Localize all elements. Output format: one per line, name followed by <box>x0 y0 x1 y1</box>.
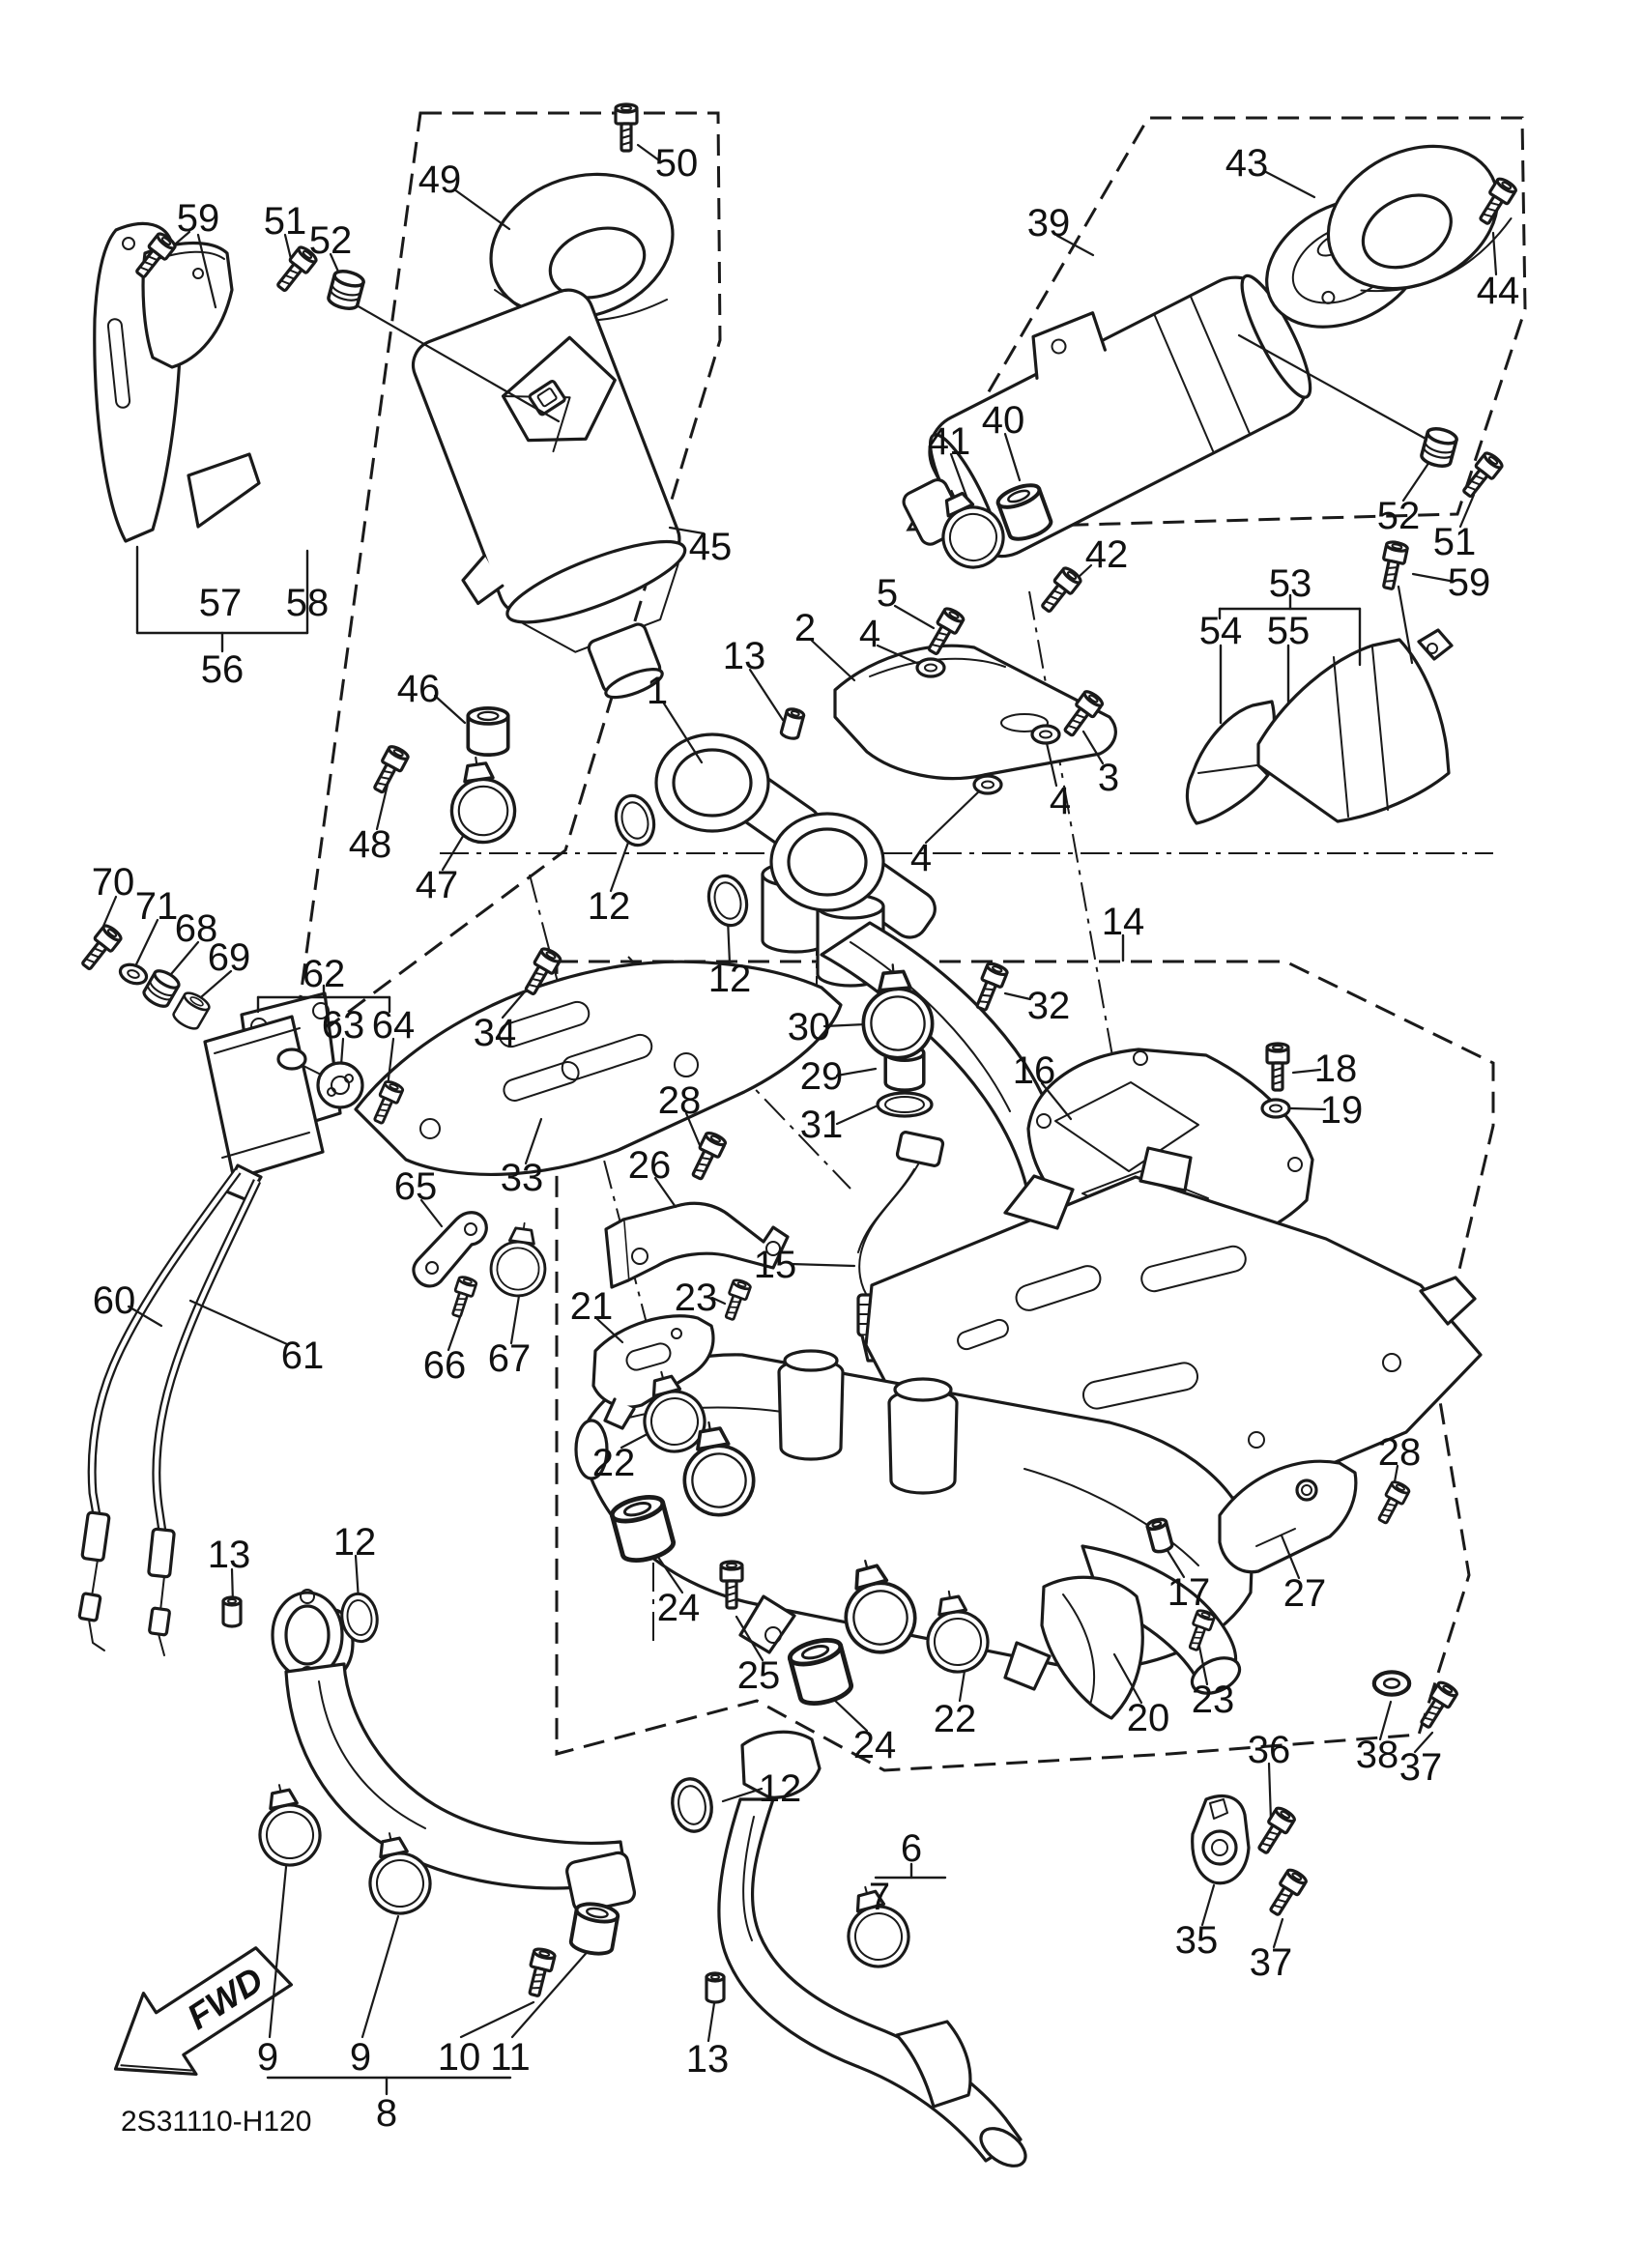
part-label-4: 4 <box>1049 780 1072 822</box>
part-label-39: 39 <box>1026 202 1071 244</box>
part-label-49: 49 <box>418 158 462 201</box>
part-label-22: 22 <box>933 1698 977 1740</box>
bolt-icon <box>1037 566 1082 616</box>
leader-line-45 <box>1413 574 1450 581</box>
collar-icon <box>468 708 507 755</box>
grom-icon <box>327 269 364 311</box>
part-label-44: 44 <box>1476 270 1520 312</box>
part-label-51: 51 <box>1432 521 1477 563</box>
part-label-23: 23 <box>1191 1679 1235 1721</box>
part-label-20: 20 <box>1126 1697 1170 1739</box>
stud-icon <box>706 1973 724 2002</box>
leader-line-22 <box>511 1296 519 1343</box>
part-label-4: 4 <box>909 837 933 879</box>
part-label-71: 71 <box>134 885 179 928</box>
heat-protector-2 <box>835 646 1115 778</box>
washer-icon <box>917 659 944 676</box>
part-label-62: 62 <box>302 953 346 995</box>
part-label-53: 53 <box>1268 562 1312 605</box>
clamp-icon <box>250 1779 326 1871</box>
part-label-25: 25 <box>736 1654 781 1697</box>
leader-line-74 <box>708 2003 714 2041</box>
leader-line-68 <box>270 1867 286 2037</box>
washer-icon <box>1374 1672 1409 1694</box>
part-label-15: 15 <box>753 1244 797 1286</box>
leader-line-38 <box>791 1264 854 1266</box>
part-label-7: 7 <box>868 1876 891 1918</box>
bolt-icon <box>77 924 123 973</box>
part-label-63: 63 <box>321 1004 365 1047</box>
part-label-4: 4 <box>858 613 881 655</box>
part-label-24: 24 <box>852 1724 897 1766</box>
part-label-36: 36 <box>1247 1729 1291 1771</box>
stud-icon <box>780 707 804 740</box>
clamp-icon <box>445 753 519 846</box>
leader-line-30 <box>895 606 934 628</box>
part-label-41: 41 <box>927 420 971 463</box>
part-label-9: 9 <box>256 2036 279 2079</box>
bolt-icon <box>447 1276 476 1319</box>
fwd-label: FWD <box>180 1959 271 2038</box>
part-label-28: 28 <box>657 1079 702 1122</box>
part-label-24: 24 <box>656 1587 701 1629</box>
part-label-66: 66 <box>422 1344 467 1387</box>
exup-cables-60-61 <box>79 1171 257 1655</box>
leader-line-19 <box>190 1301 287 1344</box>
ring-icon <box>611 791 659 849</box>
part-label-52: 52 <box>1376 495 1421 537</box>
bolt-icon <box>1374 1480 1411 1526</box>
part-label-48: 48 <box>348 823 392 866</box>
exhaust-pipe-2-front <box>273 1590 636 1913</box>
clamp-icon <box>487 1220 551 1300</box>
part-label-14: 14 <box>1101 901 1145 943</box>
ring-icon <box>704 872 752 930</box>
pulley-icon <box>318 1063 362 1107</box>
part-label-19: 19 <box>1319 1089 1364 1132</box>
part-label-59: 59 <box>176 197 220 240</box>
bolt-icon <box>1265 1868 1308 1918</box>
part-label-33: 33 <box>500 1157 544 1199</box>
part-label-12: 12 <box>332 1521 377 1564</box>
part-label-47: 47 <box>415 864 459 906</box>
part-label-57: 57 <box>198 582 243 624</box>
part-label-65: 65 <box>393 1165 438 1208</box>
part-label-38: 38 <box>1355 1734 1399 1776</box>
leader-line-25 <box>611 840 629 891</box>
leader-line-69 <box>362 1916 398 2037</box>
drawing-number: 2S31110-H120 <box>121 2106 312 2138</box>
part-label-28: 28 <box>1377 1431 1422 1474</box>
part-label-70: 70 <box>91 861 135 904</box>
bolt-icon <box>971 962 1008 1013</box>
stud-icon <box>223 1597 241 1626</box>
part-label-68: 68 <box>174 907 218 950</box>
part-label-6: 6 <box>900 1827 923 1870</box>
ring-icon <box>669 1776 716 1835</box>
part-label-1: 1 <box>646 670 669 712</box>
part-label-52: 52 <box>308 219 353 262</box>
part-label-59: 59 <box>1447 561 1491 604</box>
bolt-icon <box>1416 1680 1458 1731</box>
part-label-16: 16 <box>1012 1049 1056 1092</box>
part-label-37: 37 <box>1398 1746 1443 1789</box>
bolt-icon <box>1377 540 1407 590</box>
part-label-18: 18 <box>1313 1048 1358 1090</box>
leader-line-70 <box>461 2002 533 2037</box>
bolt-icon <box>616 104 637 151</box>
part-label-12: 12 <box>587 885 631 928</box>
part-label-60: 60 <box>92 1279 136 1322</box>
part-label-10: 10 <box>437 2036 481 2079</box>
part-label-23: 23 <box>674 1277 718 1319</box>
part-label-58: 58 <box>285 582 330 624</box>
part-label-46: 46 <box>396 668 441 710</box>
leader-line-52 <box>1493 233 1496 274</box>
collar-icon <box>788 1636 853 1708</box>
part-label-51: 51 <box>263 200 307 243</box>
part-label-55: 55 <box>1266 610 1311 652</box>
part-label-40: 40 <box>981 399 1025 442</box>
bolt-icon <box>1458 451 1504 501</box>
part-label-69: 69 <box>207 936 251 979</box>
part-label-61: 61 <box>280 1335 325 1377</box>
part-label-21: 21 <box>569 1285 614 1328</box>
part-label-45: 45 <box>688 526 733 568</box>
part-label-29: 29 <box>799 1055 844 1098</box>
heat-protector-33 <box>356 962 841 1174</box>
bolt-icon <box>687 1131 727 1182</box>
bolt-icon <box>1267 1044 1288 1090</box>
part-label-2: 2 <box>793 607 817 649</box>
part-label-13: 13 <box>685 2038 730 2081</box>
collar-icon <box>569 1901 619 1956</box>
left-heat-shield-covers <box>95 223 259 541</box>
part-label-26: 26 <box>627 1144 672 1187</box>
part-label-56: 56 <box>200 648 245 691</box>
leader-line-51 <box>1264 171 1314 197</box>
bolt-icon <box>369 744 410 795</box>
washer-icon <box>118 962 149 987</box>
ringh-icon <box>878 1093 932 1116</box>
part-label-3: 3 <box>1097 757 1120 799</box>
part-label-42: 42 <box>1084 533 1129 576</box>
part-label-13: 13 <box>207 1534 251 1576</box>
part-label-12: 12 <box>707 958 752 1000</box>
part-label-5: 5 <box>876 572 899 615</box>
part-label-11: 11 <box>490 2036 531 2079</box>
part-label-54: 54 <box>1198 610 1243 652</box>
part-label-17: 17 <box>1167 1571 1211 1614</box>
washer-icon <box>974 776 1001 793</box>
collar-icon <box>171 990 212 1031</box>
part-label-9: 9 <box>349 2036 372 2079</box>
grom-icon <box>1420 426 1457 469</box>
part-label-8: 8 <box>375 2092 398 2135</box>
part-label-12: 12 <box>758 1767 802 1810</box>
bolt-icon <box>1254 1806 1296 1856</box>
bolt-icon <box>524 1947 556 1997</box>
leader-line-6 <box>454 189 509 229</box>
bolt-icon <box>721 1278 752 1322</box>
exup-lever-65 <box>414 1213 486 1286</box>
part-label-64: 64 <box>371 1004 416 1047</box>
hanger-bracket-35 <box>1193 1796 1249 1883</box>
part-label-37: 37 <box>1249 1941 1293 1984</box>
part-label-50: 50 <box>654 142 699 185</box>
part-label-35: 35 <box>1174 1919 1219 1962</box>
part-label-67: 67 <box>487 1337 532 1380</box>
part-label-27: 27 <box>1283 1572 1327 1615</box>
part-label-22: 22 <box>591 1442 636 1484</box>
part-label-32: 32 <box>1026 985 1071 1027</box>
part-label-43: 43 <box>1225 142 1269 185</box>
leader-line-29 <box>812 641 854 680</box>
part-label-31: 31 <box>799 1104 844 1146</box>
leader-line-61 <box>1269 1764 1271 1821</box>
part-label-30: 30 <box>787 1006 831 1048</box>
washer-icon <box>1032 726 1059 743</box>
leader-line-34 <box>926 790 980 843</box>
part-label-34: 34 <box>473 1012 517 1054</box>
part-label-13: 13 <box>722 635 766 677</box>
washer-icon <box>1262 1100 1289 1117</box>
